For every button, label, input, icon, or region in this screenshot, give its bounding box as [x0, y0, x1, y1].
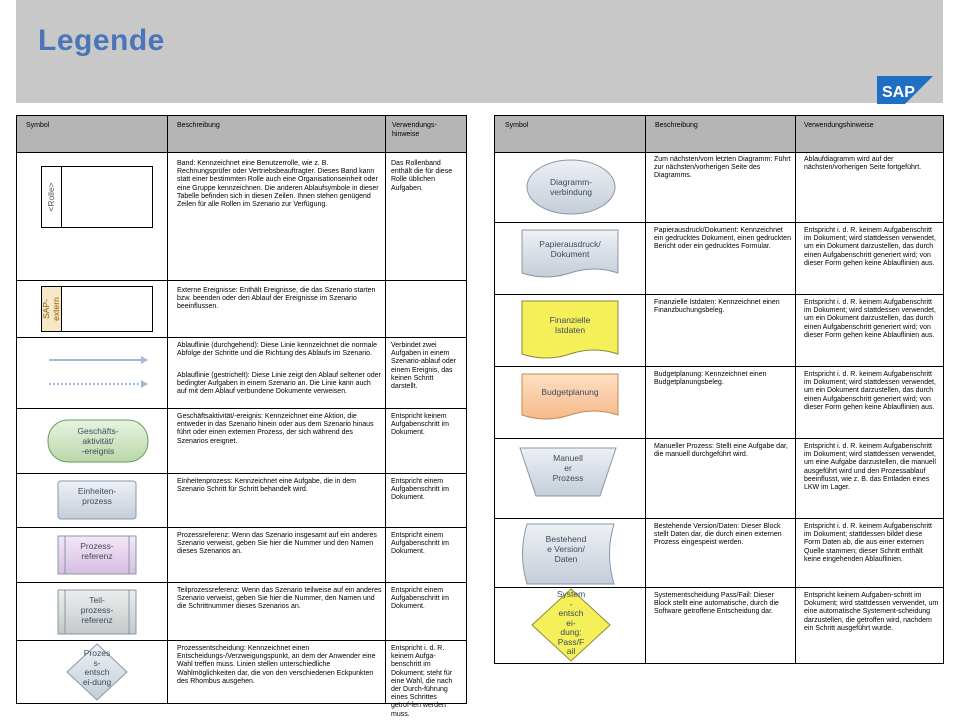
left-row-event	[17, 408, 466, 474]
process-reference-description: Prozessreferenz: Wenn das Szenario insgesamt auf ein anderes Szenario verweist, geben Sie hier die Nummer und den Namen dieses Szenarios an.	[177, 532, 377, 556]
decision-label: Prozes s- entsch ei-dung	[82, 648, 112, 687]
left-legend-table	[16, 115, 467, 718]
left-row-unit-process	[17, 473, 466, 528]
subprocess-reference-note: Entspricht einem Aufgabenschritt im Dokument.	[391, 587, 449, 611]
financial-actuals-label: Finanzielle Istdaten	[549, 315, 591, 335]
unit-process-note: Entspricht einem Aufgabenschritt im Dokument.	[391, 478, 449, 502]
left-header-notes: Verwendungs- hinweise	[392, 122, 437, 138]
right-row-manual	[495, 438, 943, 519]
process-reference-note: Entspricht einem Aufgabenschritt im Dokument.	[391, 532, 449, 556]
left-row-decision	[17, 640, 466, 718]
left-row-role	[17, 152, 466, 280]
sap-logo	[877, 76, 933, 104]
manual-process-description: Manueller Prozess: Stellt eine Aufgabe dar, die manuell durchgeführt wird.	[654, 443, 788, 459]
role-band-note: Das Rollenband enthält die für diese Rolle üblichen Aufgaben.	[391, 160, 453, 192]
existing-data-description: Bestehende Version/Daten: Dieser Block stellt Daten dar, die durch einen externen Prozess eingespeist werden.	[654, 523, 782, 547]
subprocess-reference-label: Teil- prozess- referenz	[80, 595, 114, 625]
flow-line-icon	[47, 352, 149, 392]
right-row-financial	[495, 294, 943, 367]
system-decision-description: Systementscheidung Pass/Fail: Dieser Block stellt eine automatische, durch die Software getroffene Entscheidung dar.	[654, 592, 779, 616]
decision-description: Prozessentscheidung: Kennzeichnet einen Entscheidungs-/Verzweigungspunkt, an dem der Anwender eine Wahl treffen muss. Linien stellen unterschiedliche Wahlmöglichkeiten dar, die von den verschiedenen Eckpunkten des Rhombus ausgehen.	[177, 645, 376, 685]
role-band-icon	[41, 166, 153, 228]
external-band-description: Externe Ereignisse: Enthält Ereignisse, die das Szenario starten bzw. beenden oder den Ablauf der Ereignisse im Szenario beeinflussen.	[177, 287, 376, 311]
process-reference-label: Prozess- referenz	[80, 541, 114, 561]
diagram-connector-label: Diagramm- verbindung	[549, 177, 593, 197]
budget-planning-label: Budgetplanung	[541, 387, 599, 397]
right-row-connector	[495, 152, 943, 222]
right-header-description: Beschreibung	[655, 122, 698, 129]
financial-actuals-description: Finanzielle Istdaten: Kennzeichnet einen Finanzbuchungsbeleg.	[654, 299, 780, 315]
diagram-connector-description: Zum nächsten/vom letzten Diagramm: Führt zur nächsten/vorherigen Seite des Diagramms.	[654, 156, 791, 180]
left-row-external	[17, 280, 466, 338]
unit-process-description: Einheitenprozess: Kennzeichnet eine Aufgabe, die in dem Szenario Schritt für Schritt behandelt wird.	[177, 478, 357, 494]
external-band-label: SAP- extern	[41, 297, 61, 321]
document-description: Papierausdruck/Dokument: Kennzeichnet ein gedrucktes Dokument, einen gedruckten Bericht oder ein gedrucktes Formular.	[654, 227, 791, 251]
unit-process-label: Einheiten- prozess	[77, 486, 117, 506]
flow-line-description-dashed: Ablauflinie (gestrichelt): Diese Linie zeigt den Ablauf seltener oder bedingter Aufgaben in einem Szenario an. Die Linie kann auch auf mit dem Ablauf verbundene Dokumente verweisen.	[177, 372, 381, 396]
left-row-subprocess-ref	[17, 582, 466, 641]
budget-planning-description: Budgetplanung: Kennzeichnet einen Budgetplanungsbeleg.	[654, 371, 767, 387]
system-decision-label: System - entsch ei- dung: Pass/F ail	[556, 589, 586, 656]
right-table-header	[495, 116, 943, 153]
flow-line-description: Ablauflinie (durchgehend): Diese Linie kennzeichnet die normale Abfolge der Schritte und die Richtung des Ablaufs im Szenario.	[177, 342, 378, 358]
page-title: Legende	[38, 24, 165, 57]
decision-note: Entspricht i. d. R. keinem Aufga-benschritt im Dokument; steht für eine Wahl, die nach der Durch-führung eines Schrittes getrof-fen werden muss.	[391, 645, 453, 718]
right-header-symbol: Symbol	[505, 122, 529, 129]
left-header-symbol: Symbol	[26, 122, 50, 129]
right-row-system-decision	[495, 587, 943, 663]
financial-actuals-note: Entspricht i. d. R. keinem Aufgabenschritt im Dokument; wird stattdessen verwendet, um ein Dokument darzustellen, das durch einen Aufgabenschritt generiert wird; von dieser Form gehen keine Ablauflinien aus.	[804, 299, 936, 339]
left-header-description: Beschreibung	[177, 122, 220, 129]
left-row-flow	[17, 337, 466, 409]
business-event-label: Geschäfts- aktivität/ -ereignis	[77, 426, 119, 456]
existing-data-label: Bestehend e Version/ Daten	[545, 534, 587, 564]
sap-logo-text: SAP	[882, 84, 915, 101]
right-row-document	[495, 222, 943, 295]
budget-planning-icon	[521, 373, 619, 423]
left-row-process-ref	[17, 527, 466, 583]
document-note: Entspricht i. d. R. keinem Aufgabenschritt im Dokument; wird stattdessen verwendet, um ein Dokument darzustellen, das durch einen Aufgabenschritt generiert wird; von dieser Form gehen keine Ablauflinien aus.	[804, 227, 936, 267]
right-header-notes: Verwendungshinweise	[804, 122, 874, 129]
business-event-description: Geschäftsaktivität/-ereignis: Kennzeichnet eine Aktion, die entweder in das Szenario hinein oder aus dem Szenario hinaus führt oder einen externen Prozess, der sich während des Szenarios ereignet.	[177, 413, 374, 445]
role-band-description: Band: Kennzeichnet eine Benutzerrolle, wie z. B. Rechnungsprüfer oder Vertriebsbeauftragter. Dieses Band kann statt einer bestimmten Rolle auch eine Organisationseinheit oder eine Gruppe kennzeichnen. Die anderen Ablaufsymbole in dieser Tabelle befinden sich in diesen Zeilen. Ihnen stehen genügend Zeilen für alle Rollen im Szenario zur Verfügung.	[177, 160, 379, 209]
right-row-budget	[495, 366, 943, 439]
subprocess-reference-description: Teilprozessreferenz: Wenn das Szenario teilweise auf ein anderes Szenario verweist, geben Sie hier die Nummer, den Namen und die Schrittnummer dieses Szenarios an.	[177, 587, 382, 611]
manual-process-label: Manuell er Prozess	[552, 453, 584, 483]
system-decision-note: Entspricht keinem Aufgaben-schritt im Dokument; wird stattdessen verwendet, um eine automatische Systement-scheidung darzustellen, die getroffen wird, nachdem ein Schritt ausgeführt wurde.	[804, 592, 939, 632]
right-row-existing-data	[495, 518, 943, 588]
document-label: Papierausdruck/ Dokument	[539, 239, 601, 259]
right-legend-table	[494, 115, 944, 664]
existing-data-note: Entspricht i. d. R. keinem Aufgabenschritt im Dokument; stattdessen bildet diese Form Daten ab, die aus einer externen Quelle stammen; dieser Schritt enthält keine eingehenden Ablauflinien.	[804, 523, 933, 563]
budget-planning-note: Entspricht i. d. R. keinem Aufgabenschritt im Dokument; wird stattdessen verwendet, um ein Dokument darzustellen, das durch einen Aufgabenschritt generiert wird; von dieser Form gehen keine Ablauflinien aus.	[804, 371, 936, 411]
diagram-connector-note: Ablaufdiagramm wird auf der nächsten/vorherigen Seite fortgeführt.	[804, 156, 922, 172]
flow-line-note: Verbindet zwei Aufgaben in einem Szenario-ablauf oder einem Ereignis, das keinen Schritt darstellt.	[391, 342, 456, 391]
manual-process-note: Entspricht i. d. R. keinem Aufgabenschritt im Dokument; wird stattdessen verwendet, um eine Aufgabe darzustellen, die manuell ausgeführt wird und den Prozessablauf beeinflusst, wie z. B. das Entladen eines LKW im Lager.	[804, 443, 936, 492]
role-band-label: <Rolle>	[46, 182, 56, 212]
business-event-note: Entspricht keinem Aufgabenschritt im Dokument.	[391, 413, 449, 437]
